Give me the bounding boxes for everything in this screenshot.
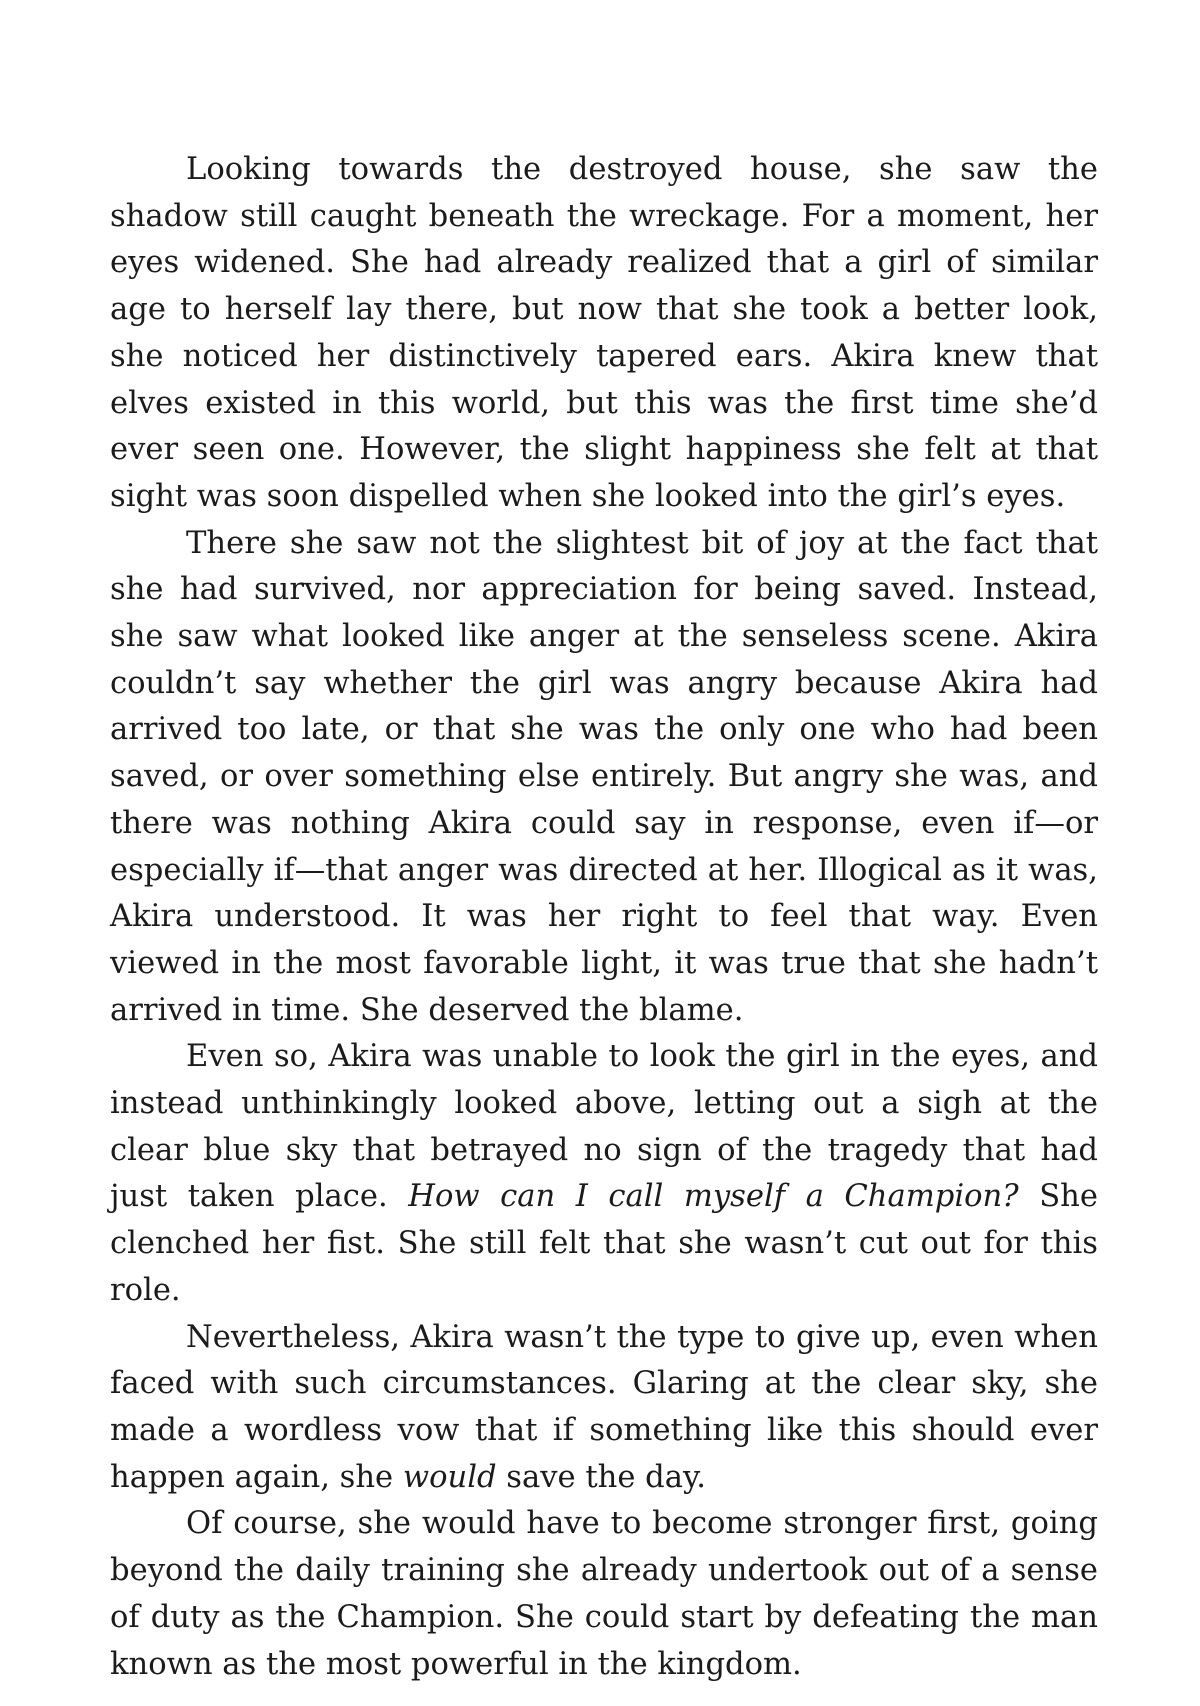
paragraph-text: There she saw not the slightest bit of joy at the fact that she had survived, nor appreciation for being saved. Instead, she saw what looked like anger at the senseless scene. Akira couldn’t say whether the girl was angry because Akira had arrived too late, or that she was the only one who had been saved, or over something else entirely. But angry she was, and there was nothing Akira could say in response, even if—or especially if—that anger was directed at her. Illogical as it was, Akira understood. It was her right to feel that way. Even viewed in the most favorable light, it was true that she hadn’t arrived in time. She deserved the blame.: [110, 525, 1098, 1028]
paragraph-text: Nevertheless, Akira wasn’t the type to give up, even when faced with such circumstances. Glaring at the clear sky, she made a wordless vow that if something like this should ever happen again, she: [110, 1319, 1098, 1495]
italic-thought: How can I call myself a Champion?: [408, 1179, 1019, 1215]
paragraph-5: [110, 1501, 1098, 1688]
paragraph-text: Looking towards the destroyed house, she saw the shadow still caught beneath the wreckage. For a moment, her eyes widened. She had already realized that a girl of similar age to herself lay there, but now that she took a better look, she noticed her distinctively tapered ears. Akira knew that elves existed in this world, but this was the first time she’d ever seen one. However, the slight happiness she felt at that sight was soon dispelled when she looked into the girl’s eyes.: [110, 152, 1098, 514]
paragraph-4: [110, 1315, 1098, 1502]
paragraph-text: Of course, she would have to become stronger first, going beyond the daily training she already undertook out of a sense of duty as the Champion. She could start by defeating the man known as the most powerful in the kingdom.: [110, 1506, 1098, 1682]
paragraph-3: [110, 1034, 1098, 1314]
paragraph-text: save the day.: [496, 1459, 706, 1495]
paragraph-text: Even so, Akira was unable to look the girl in the eyes, and instead unthinkingly looked above, letting out a sigh at the clear blue sky that betrayed no sign of the tragedy that had just taken place.: [110, 1039, 1098, 1215]
paragraph-2: [110, 521, 1098, 1035]
paragraph-text: She clenched her fist. She still felt that she wasn’t cut out for this role.: [110, 1179, 1098, 1308]
italic-emphasis: would: [402, 1459, 497, 1495]
paragraph-1: [110, 147, 1098, 521]
book-page: [110, 147, 1098, 1688]
